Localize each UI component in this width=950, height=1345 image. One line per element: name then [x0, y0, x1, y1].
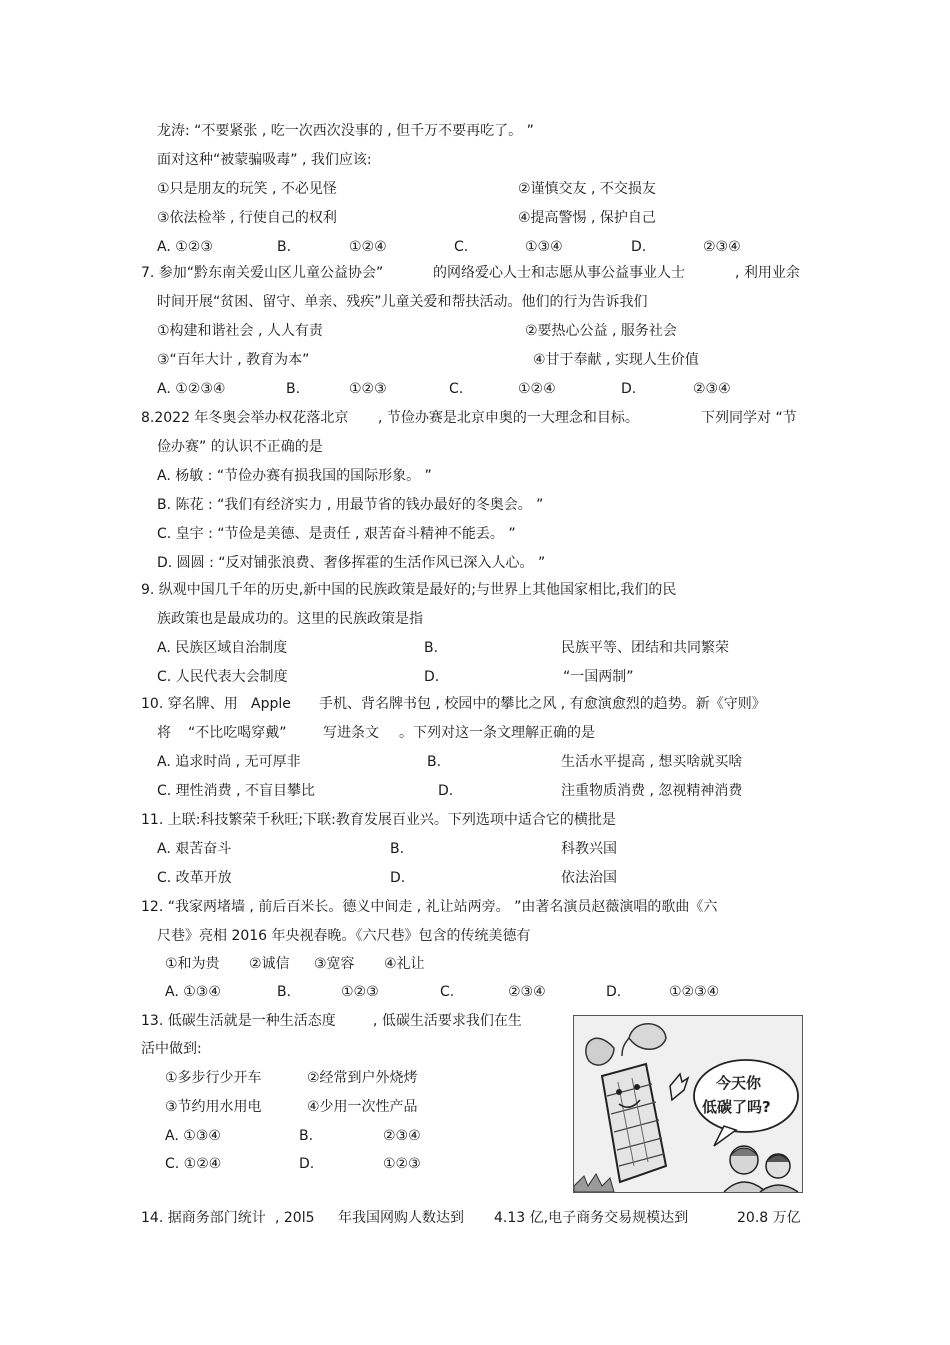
cartoon-drawing [574, 1016, 802, 1192]
q13-option-a: A. ①③④ [165, 1128, 221, 1144]
q13-statement-3: ③节约用水用电 [165, 1099, 262, 1115]
q12-statement-4: ④礼让 [384, 956, 425, 972]
q6-option-c-label: C. [454, 239, 469, 255]
q12-statement-3: ③宽容 [314, 956, 355, 972]
q13-statement-1: ①多步行少开车 [165, 1070, 262, 1086]
q9-option-c: C. 人民代表大会制度 [157, 669, 288, 685]
q8-option-c: C. 皇宇 : “节俭是美德、是责任 , 艰苦奋斗精神不能丢。 ” [157, 526, 516, 542]
q7-stem-1a: 7. 参加“黔东南关爱山区儿童公益协会” [141, 265, 384, 281]
q9-option-b: 民族平等、团结和共同繁荣 [561, 640, 729, 656]
q12-option-b: ①②③ [341, 984, 379, 1000]
q12-statement-1: ①和为贵 [165, 956, 220, 972]
q8-option-b: B. 陈花 : “我们有经济实力 , 用最节省的钱办最好的冬奥会。 ” [157, 497, 544, 513]
q9-stem-1: 9. 纵观中国几千年的历史,新中国的民族政策是最好的;与世界上其他国家相比,我们的民 [141, 582, 677, 598]
q13-stem-1a: 13. 低碳生活就是一种生活态度 [141, 1013, 336, 1029]
q12-statement-2: ②诚信 [249, 956, 290, 972]
q10-option-b: 生活水平提高 , 想买啥就买啥 [561, 754, 743, 770]
q11-option-b: 科教兴国 [561, 841, 617, 857]
q6-quote: 龙涛: “不要紧张 , 吃一次西次没事的 , 但千万不要再吃了。 ” [157, 123, 534, 139]
q6-option-d-label: D. [631, 239, 647, 255]
q8-stem-1c: 下列同学对 “节 [701, 410, 797, 426]
q10-stem-1b: Apple [251, 696, 291, 712]
q8-option-a: A. 杨敏 : “节俭办赛有损我国的国际形象。 ” [157, 468, 432, 484]
q7-stem-2: 时间开展“贫困、留守、单亲、残疾”儿童关爱和帮扶活动。他们的行为告诉我们 [157, 294, 648, 310]
q10-option-d-label: D. [438, 783, 454, 799]
q6-statement-1: ①只是朋友的玩笑 , 不必见怪 [157, 181, 337, 197]
q11-option-a: A. 艰苦奋斗 [157, 841, 232, 857]
q8-option-d: D. 圆圆 : “反对铺张浪费、奢侈挥霍的生活作风已深入人心。 ” [157, 555, 546, 571]
q10-option-d: 注重物质消费 , 忽视精神消费 [561, 783, 743, 799]
q10-stem-2c: 写进条文 [323, 725, 379, 741]
q13-stem-1b: , 低碳生活要求我们在生 [373, 1013, 522, 1029]
q7-option-a: A. ①②③④ [157, 381, 226, 397]
q11-option-b-label: B. [390, 841, 405, 857]
q12-option-d-label: D. [606, 984, 622, 1000]
q10-stem-1c: 手机、背名牌书包 , 校园中的攀比之风 , 有愈演愈烈的趋势。新《守则》 [319, 696, 766, 712]
q13-statement-2: ②经常到户外烧烤 [307, 1070, 418, 1086]
q9-option-a: A. 民族区域自治制度 [157, 640, 288, 656]
q13-option-b-label: B. [299, 1128, 314, 1144]
q11-option-d: 依法治国 [561, 870, 617, 886]
q13-option-c: C. ①②④ [165, 1156, 222, 1172]
q6-option-a: A. ①②③ [157, 239, 213, 255]
q6-statement-3: ③依法检举 , 行使自己的权利 [157, 210, 337, 226]
q10-stem-2d: 。下列对这一条文理解正确的是 [399, 725, 595, 741]
q12-option-c: ②③④ [508, 984, 546, 1000]
q7-option-c: ①②④ [518, 381, 556, 397]
q10-stem-2a: 将 [157, 725, 171, 741]
cartoon-bubble-line-2: 低碳了吗? [702, 1098, 771, 1116]
q9-option-d-label: D. [424, 669, 440, 685]
low-carbon-cartoon-image [573, 1015, 803, 1193]
q7-option-d: ②③④ [693, 381, 731, 397]
q13-option-d-label: D. [299, 1156, 315, 1172]
q9-stem-2: 族政策也是最成功的。这里的民族政策是指 [157, 611, 423, 627]
q11-option-c: C. 改革开放 [157, 870, 232, 886]
q10-stem-2b: “不比吃喝穿戴” [188, 725, 287, 741]
q14-stem-1d: 4.13 亿,电子商务交易规模达到 [494, 1210, 689, 1226]
q14-stem-1c: 年我国网购人数达到 [338, 1210, 464, 1226]
q12-option-b-label: B. [277, 984, 292, 1000]
q6-option-b-label: B. [277, 239, 292, 255]
q7-statement-2: ②要热心公益 , 服务社会 [525, 323, 677, 339]
q7-stem-1c: , 利用业余 [735, 265, 800, 281]
q10-option-a: A. 追求时尚 , 无可厚非 [157, 754, 301, 770]
q7-statement-4: ④甘于奉献 , 实现人生价值 [533, 352, 699, 368]
q7-option-b: ①②③ [349, 381, 387, 397]
q12-stem-1: 12. “我家两堵墙 , 前后百米长。德义中间走 , 礼让站两旁。 ”由著名演员赵薇演唱的歌曲《六 [141, 899, 718, 915]
q14-stem-1a: 14. 据商务部门统计 [141, 1210, 266, 1226]
q12-stem-2: 尺巷》亮相 2016 年央视春晚。《六尺巷》包含的传统美德有 [157, 928, 531, 944]
q10-option-c: C. 理性消费 , 不盲目攀比 [157, 783, 316, 799]
q11-option-d-label: D. [390, 870, 406, 886]
q6-option-c: ①③④ [525, 239, 563, 255]
q7-option-d-label: D. [621, 381, 637, 397]
q7-option-b-label: B. [286, 381, 301, 397]
q14-stem-1e: 20.8 万亿 [737, 1210, 801, 1226]
q6-stem: 面对这种“被蒙骗吸毒” , 我们应该: [157, 152, 372, 168]
q13-statement-4: ④少用一次性产品 [307, 1099, 418, 1115]
q7-statement-1: ①构建和谐社会 , 人人有责 [157, 323, 323, 339]
q7-statement-3: ③“百年大计 , 教育为本” [157, 352, 310, 368]
q6-option-d: ②③④ [703, 239, 741, 255]
q14-stem-1b: , 20l5 [275, 1210, 315, 1226]
q8-stem-1a: 8.2022 年冬奥会举办权花落北京 [141, 410, 349, 426]
q6-option-b: ①②④ [349, 239, 387, 255]
q8-stem-2: 俭办赛” 的认识不正确的是 [157, 439, 323, 455]
q13-option-d: ①②③ [383, 1156, 421, 1172]
q12-option-d: ①②③④ [669, 984, 720, 1000]
q7-stem-1b: 的网络爱心人士和志愿从事公益事业人士 [433, 265, 685, 281]
q11-stem: 11. 上联:科技繁荣千秋旺;下联:教育发展百业兴。下列选项中适合它的横批是 [141, 812, 616, 828]
q12-option-c-label: C. [440, 984, 455, 1000]
q9-option-b-label: B. [424, 640, 439, 656]
q6-statement-4: ④提高警惕 , 保护自己 [518, 210, 656, 226]
q6-statement-2: ②谨慎交友 , 不交损友 [518, 181, 656, 197]
q13-option-b: ②③④ [383, 1128, 421, 1144]
q13-stem-2: 活中做到: [141, 1041, 202, 1057]
q7-option-c-label: C. [449, 381, 464, 397]
q10-option-b-label: B. [427, 754, 442, 770]
q8-stem-1b: , 节俭办赛是北京申奥的一大理念和目标。 [378, 410, 639, 426]
q10-stem-1a: 10. 穿名牌、用 [141, 696, 238, 712]
q12-option-a: A. ①③④ [165, 984, 221, 1000]
q9-option-d: “一国两制” [563, 669, 634, 685]
cartoon-bubble-line-1: 今天你 [716, 1074, 762, 1092]
